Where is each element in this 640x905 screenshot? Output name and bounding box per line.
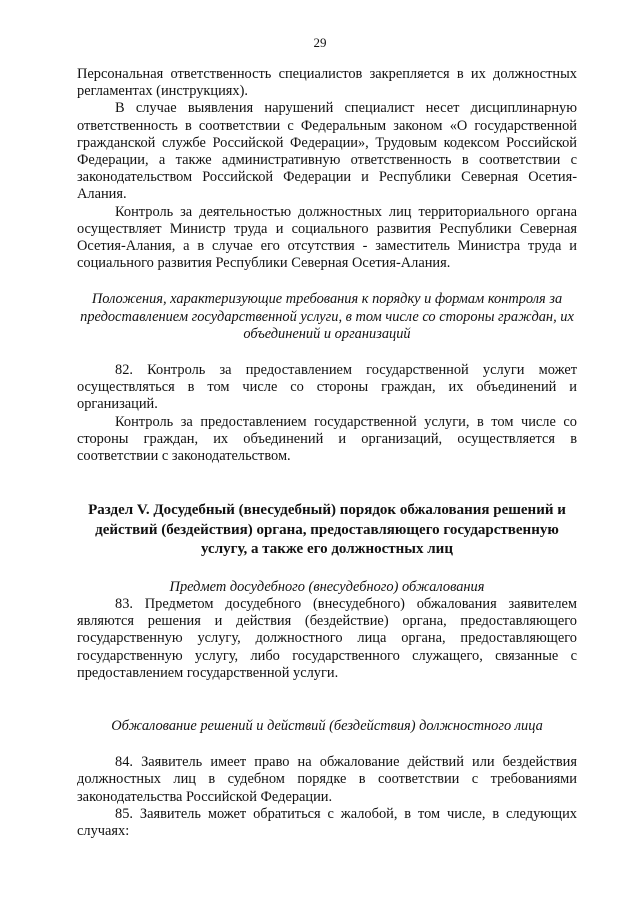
paragraph-responsibility: Персональная ответственность специалистов закрепляется в их должностных регламентах (инструкциях). bbox=[77, 66, 577, 100]
paragraph-violations: В случае выявления нарушений специалист несет дисциплинарную ответственность в соответствии с Федеральным законом «О государственной гражданской службе Российской Федерации», Трудовым кодексом Российской Федерации, а также административную ответственность в соответствии с законодательством Российской Федерации и Республики Северная Осетия-Алания. bbox=[77, 100, 577, 203]
paragraph-82: 82. Контроль за предоставлением государственной услуги может осуществляться в том числе со стороны граждан, их объединений и организаций. bbox=[77, 362, 577, 413]
subheading-appeal-officials: Обжалование решений и действий (бездействия) должностного лица bbox=[111, 717, 543, 734]
paragraph-83: 83. Предметом досудебного (внесудебного) обжалования заявителем являются решения и действия (бездействие) органа, предоставляющего государственную услугу, должностного лица органа, предоставляющего государственную услугу, либо государственного служащего, связанные с предоставлением государственной услуги. bbox=[77, 595, 577, 681]
document-body bbox=[77, 66, 577, 840]
section-title: Раздел V. Досудебный (внесудебный) порядок обжалования решений и действий (бездействия) органа, предоставляющего государственную услугу, а также его должностных лиц bbox=[88, 502, 566, 558]
paragraph-85: 85. Заявитель может обратиться с жалобой, в том числе, в следующих случаях: bbox=[77, 805, 577, 839]
paragraph-84: 84. Заявитель имеет право на обжалование действий или бездействия должностных лиц в судебном порядке в соответствии с требованиями законодательства Российской Федерации. bbox=[77, 754, 577, 805]
paragraph-82-continued: Контроль за предоставлением государственной услуги, в том числе со стороны граждан, их объединений и организаций, осуществляется в соответствии с законодательством. bbox=[77, 413, 577, 465]
subheading-appeal-subject: Предмет досудебного (внесудебного) обжалования bbox=[169, 578, 485, 595]
page-number: 29 bbox=[313, 35, 327, 50]
paragraph-control-officials: Контроль за деятельностью должностных лиц территориального органа осуществляет Министр труда и социального развития Республики Северная Осетия-Алания, а в случае его отсутствия - заместитель Министра труда и социального развития Республики Северная Осетия-Алания. bbox=[77, 203, 577, 272]
subheading-control-requirements: Положения, характеризующие требования к порядку и формам контроля за предоставлением государственной услуги, в том числе со стороны граждан, их объединений и организаций bbox=[80, 291, 574, 342]
